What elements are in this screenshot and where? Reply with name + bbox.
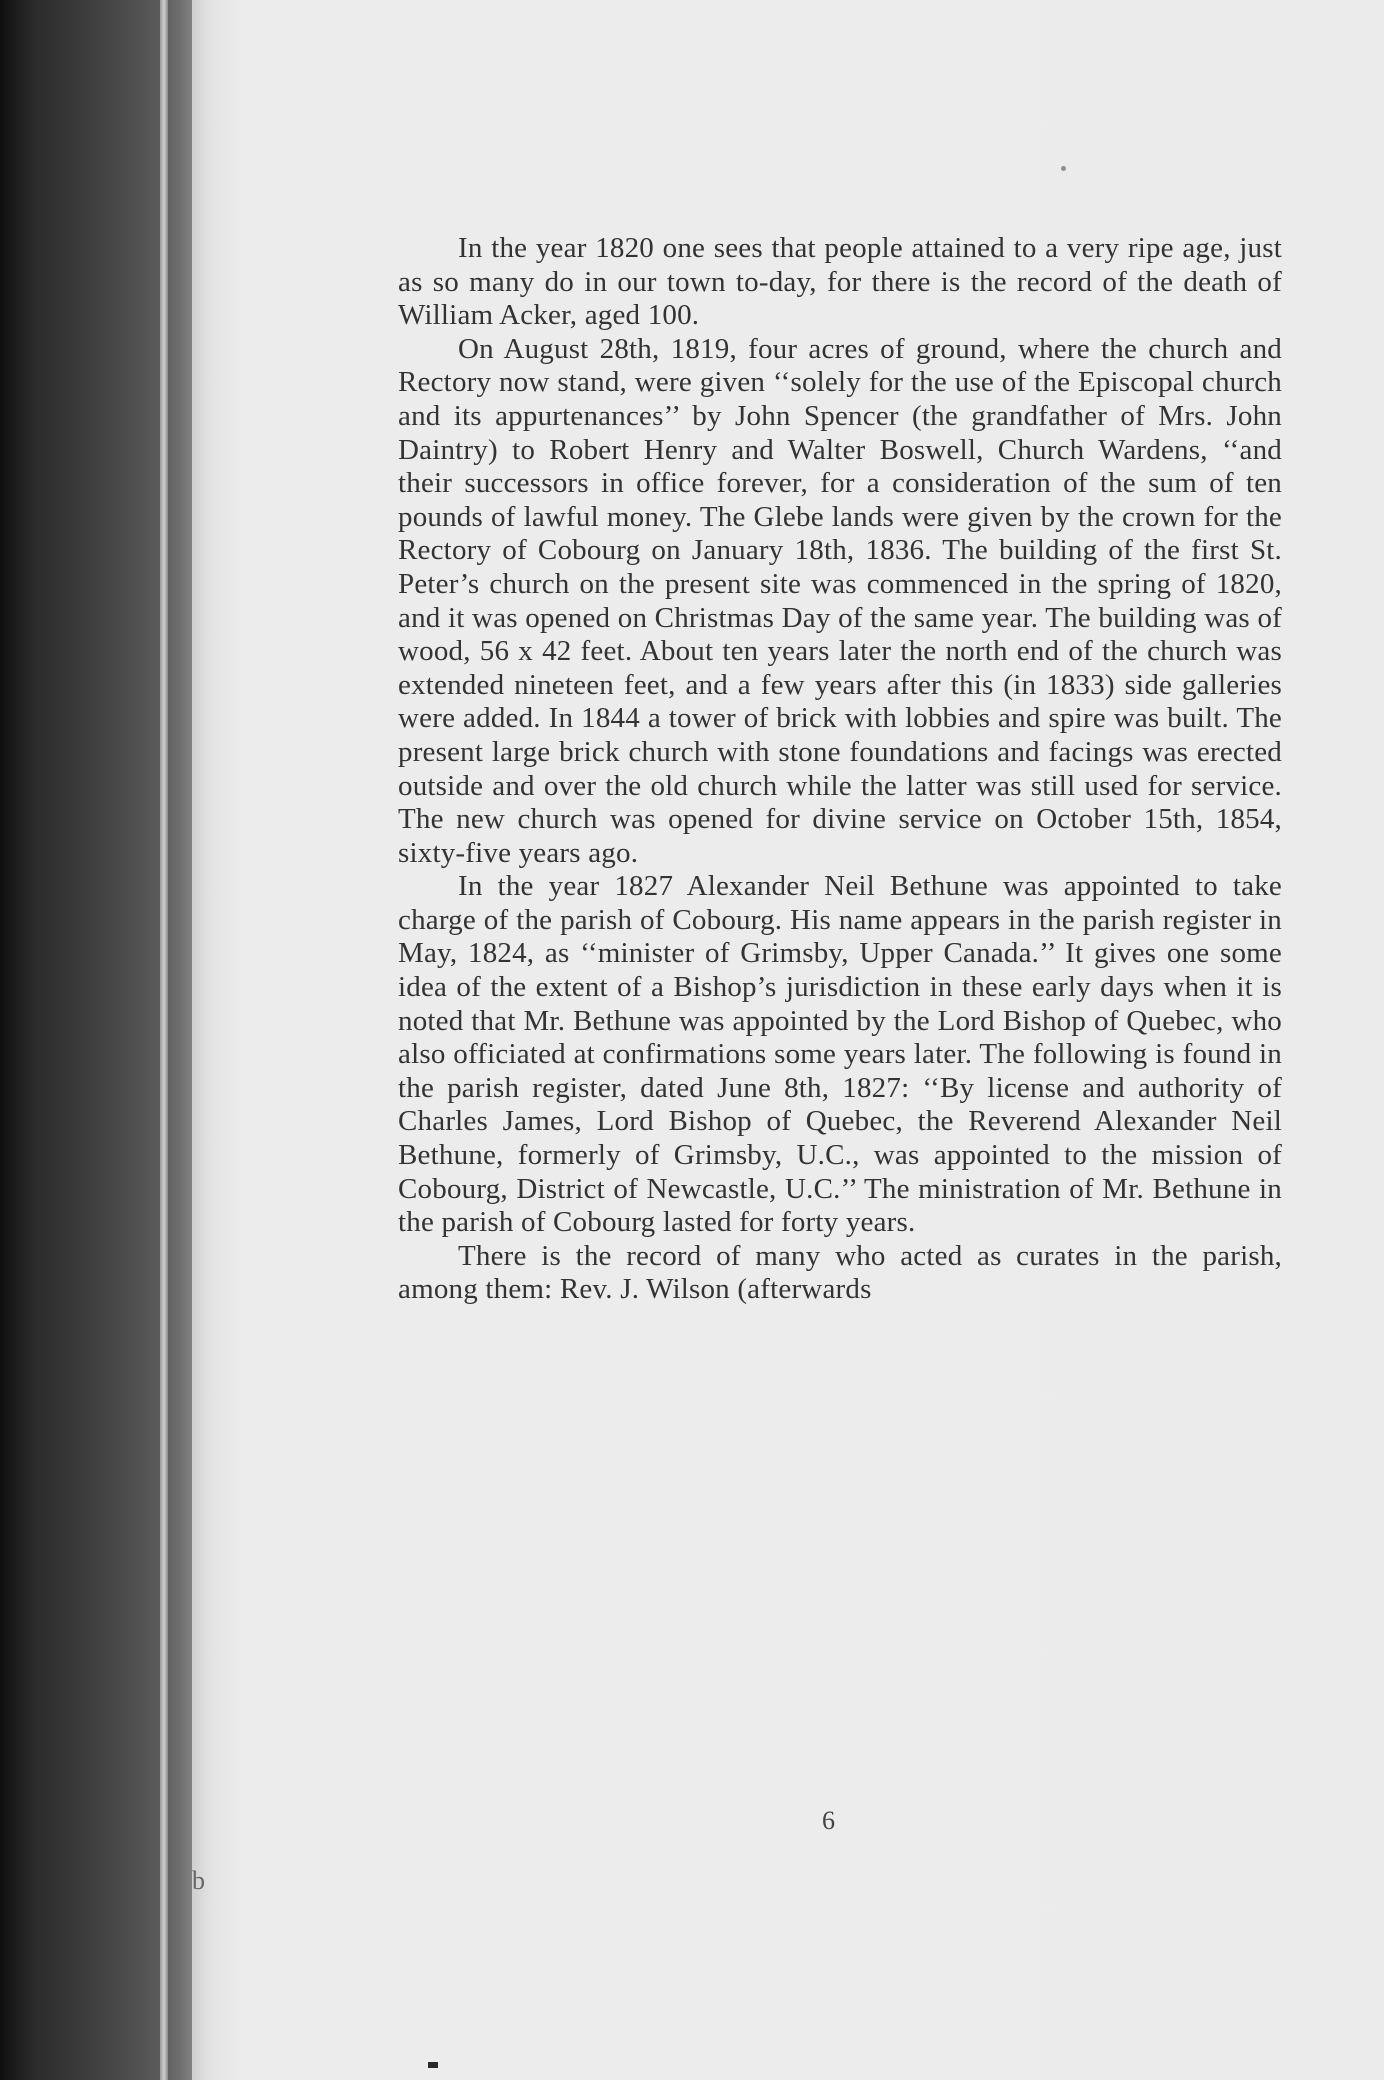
page-speck <box>1061 166 1066 171</box>
paragraph-1: In the year 1820 one sees that people attained to a very ripe age, just as so many do in our town to-day, for there is the record of the death of William Acker, aged 100. <box>398 232 1282 332</box>
paragraph-3: In the year 1827 Alexander Neil Bethune was appointed to take charge of the parish of Cobourg. His name appears in the parish register in May, 1824, as ‘‘minister of Grimsby, Upper Canada.’’ It gives one some idea of the extent of a Bishop’s jurisdiction in these early days when it is noted that Mr. Bethune was appointed by the Lord Bishop of Quebec, who also officiated at confirmations some years later. The following is found in the parish register, dated June 8th, 1827: ‘‘By license and authority of Charles James, Lord Bishop of Quebec, the Reverend Alexander Neil Bethune, formerly of Grimsby, U.C., was appointed to the mission of Cobourg, District of Newcastle, U.C.’’ The ministration of Mr. Bethune in the parish of Cobourg lasted for forty years. <box>398 870 1282 1239</box>
page-number: 6 <box>822 1806 835 1835</box>
scan-artifact <box>428 2062 438 2068</box>
handwritten-margin-mark: b <box>192 1866 205 1895</box>
book-spine <box>0 0 196 2080</box>
body-text <box>398 232 1282 1307</box>
paragraph-2: On August 28th, 1819, four acres of ground, where the church and Rectory now stand, were given ‘‘solely for the use of the Episcopal church and its appurtenances’’ by John Spencer (the grandfather of Mrs. John Daintry) to Robert Henry and Walter Boswell, Church Wardens, ‘‘and their successors in office forever, for a consideration of the sum of ten pounds of lawful money. The Glebe lands were given by the crown for the Rectory of Cobourg on January 18th, 1836. The building of the first St. Peter’s church on the present site was commenced in the spring of 1820, and it was opened on Christmas Day of the same year. The building was of wood, 56 x 42 feet. About ten years later the north end of the church was extended nineteen feet, and a few years after this (in 1833) side galleries were added. In 1844 a tower of brick with lobbies and spire was built. The present large brick church with stone foundations and facings was erected outside and over the old church while the latter was still used for service. The new church was opened for divine service on October 15th, 1854, sixty-five years ago. <box>398 332 1282 869</box>
paragraph-4: There is the record of many who acted as curates in the parish, among them: Rev. J. Wilson (afterwards <box>398 1239 1282 1306</box>
